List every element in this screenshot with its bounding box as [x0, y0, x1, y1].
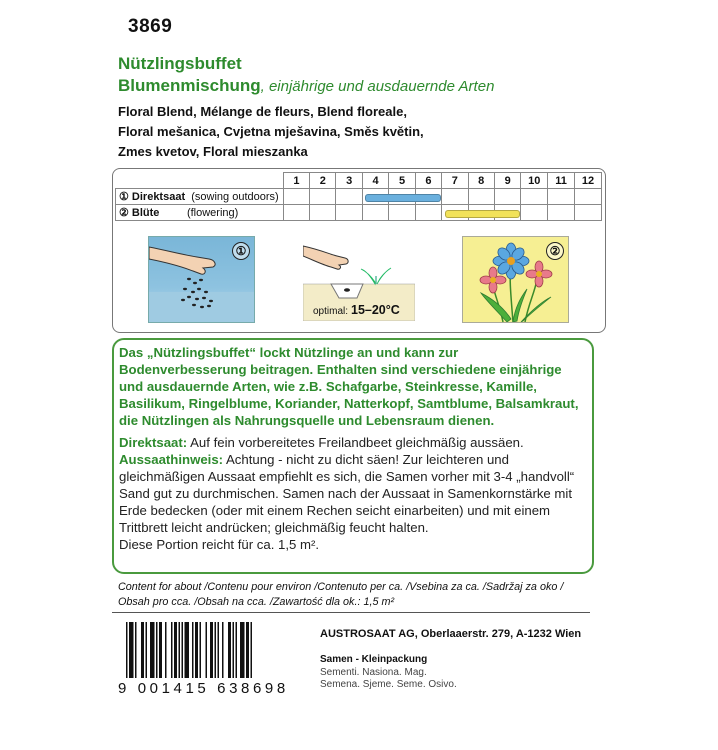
small-pack-label: Samen - Kleinpackung [320, 654, 428, 665]
content-line: Content for about /Contenu pour environ /Contenuto per ca. /Vsebina za ca. /Sadržaj za oko / [118, 581, 564, 593]
portion-text: Diese Portion reicht für ca. 1,5 m². [119, 537, 320, 552]
direktsaat-label: Direktsaat: [119, 435, 188, 450]
divider [112, 612, 590, 613]
month-6: 6 [415, 173, 441, 189]
month-2: 2 [310, 173, 336, 189]
direktsaat-paragraph [119, 434, 589, 451]
temp-label: optimal: [313, 306, 349, 317]
month-7: 7 [442, 173, 468, 189]
sowing-period-bar [365, 194, 440, 202]
aussaat-text: Achtung - nicht zu dicht säen! Zur leichteren und gleichmäßigen Aussaat empfiehlt es sich, die Samen vorher mit 3-4 „handvoll“ Sand gut zu durchmischen. Samen nach der Aussaat in Samenkornstärke mit Erde bedecken (oder mit einem Rechen seicht einarbeiten) und mit einem Trittbrett leicht andrücken; gleichmäßig feucht halten. [119, 452, 575, 535]
ean-number: 9 001415 638698 [118, 680, 289, 697]
subtitle-italic: , einjährige und ausdauernde Arten [260, 78, 495, 95]
calendar-row-flowering [116, 205, 602, 221]
step-number-2: ② [546, 242, 564, 260]
flowering-illustration [462, 236, 569, 323]
row-label-flowering: ② Blüte (flowering) [116, 205, 284, 221]
content-info [118, 580, 588, 610]
aussaat-label: Aussaathinweis: [119, 452, 224, 467]
month-1: 1 [283, 173, 309, 189]
product-code: 3869 [128, 16, 173, 37]
multilang-line: Floral Blend, Mélange de fleurs, Blend floreale, [118, 104, 407, 119]
subtitle-bold: Blumenmischung [118, 76, 261, 95]
germination-illustration [303, 236, 415, 321]
month-9: 9 [494, 173, 520, 189]
sowing-calendar [115, 172, 602, 221]
month-12: 12 [575, 173, 602, 189]
calendar-header-row [116, 173, 602, 189]
barcode [126, 622, 294, 678]
month-5: 5 [389, 173, 415, 189]
month-10: 10 [521, 173, 548, 189]
intro-text: Das „Nützlingsbuffet“ lockt Nützlinge an und kann zur Bodenverbesserung beitragen. Enthalten sind verschiedene einjährige und ausdauernde Arten, wie z.B. Schafgarbe, Steinkresse, Kamille, Basilikum, Ringelblume, Koriander, Natterkopf, Samtblume, Balsamkraut, die Nützlingen als Nahrungsquelle und Lebensraum dienen. [119, 345, 579, 428]
product-title: Nützlingsbuffet [118, 54, 242, 73]
instructions [119, 434, 589, 553]
calendar-row-sowing [116, 189, 602, 205]
month-3: 3 [336, 173, 362, 189]
flowering-period-bar [445, 210, 520, 218]
direktsaat-text: Auf fein vorbereitetes Freilandbeet gleichmäßig aussäen. [187, 435, 524, 450]
row-label-sowing: ① Direktsaat (sowing outdoors) [116, 189, 284, 205]
aussaat-paragraph [119, 451, 589, 536]
multilang-line: Floral mešanica, Cvjetna mješavina, Směs květin, [118, 124, 424, 139]
sowing-illustration [148, 236, 255, 323]
step-number-1: ① [232, 242, 250, 260]
small-pack-variants: Sementi. Nasiona. Mag. Semena. Sjeme. Seme. Osivo. [320, 667, 457, 690]
temp-value: 15–20°C [351, 303, 400, 317]
month-4: 4 [362, 173, 388, 189]
month-8: 8 [468, 173, 494, 189]
company-address: AUSTROSAAT AG, Oberlaaerstr. 279, A-1232 Wien [320, 628, 582, 640]
multilang-line: Zmes kvetov, Floral mieszanka [118, 144, 308, 159]
month-11: 11 [548, 173, 575, 189]
product-subtitle [118, 76, 494, 96]
content-line: Obsah pro cca. /Obsah na cca. /Zawartość dla ok.: 1,5 m² [118, 596, 395, 608]
